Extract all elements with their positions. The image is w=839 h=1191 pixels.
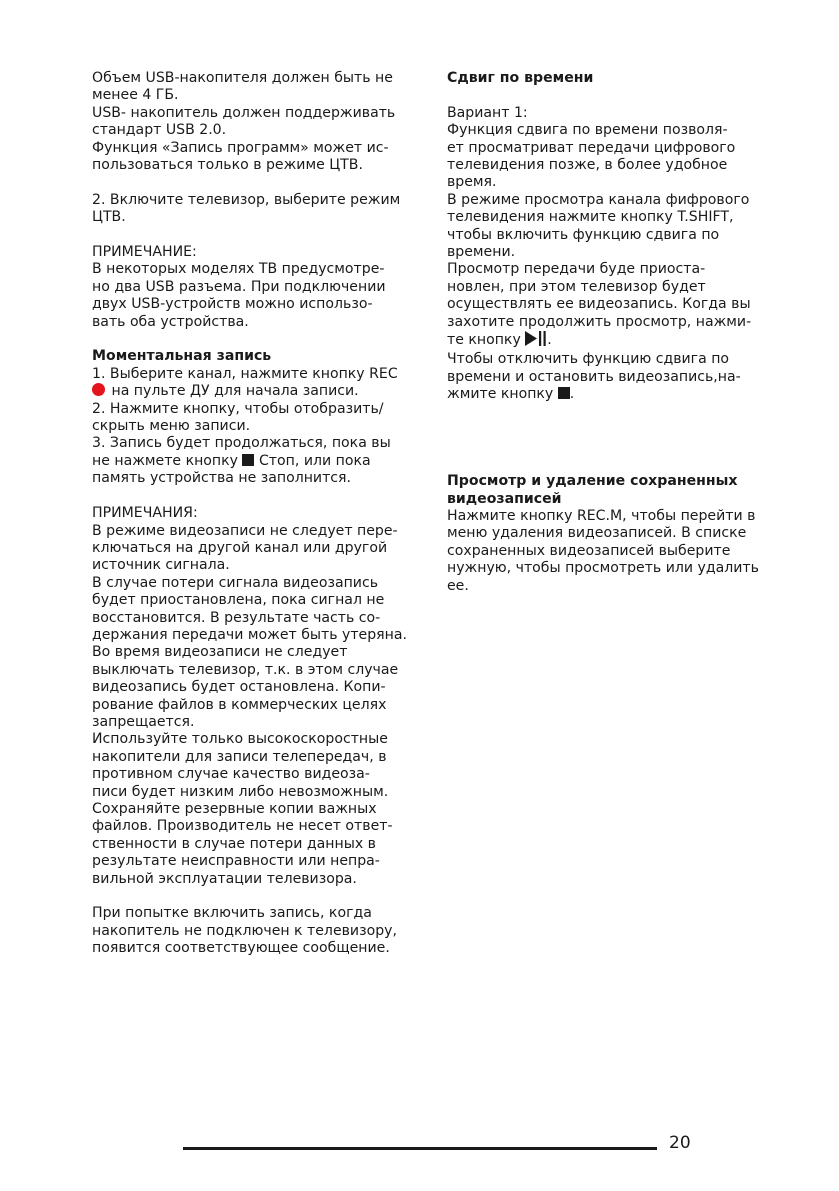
instant-record-heading: Моментальная запись: [92, 348, 272, 365]
note2-title: ПРИМЕЧАНИЯ:: [92, 505, 198, 522]
view-delete-heading: Просмотр и удаление сохраненных видеозаписей: [447, 473, 738, 507]
note1-body: В некоторых моделях ТВ предусмотре- но два USB разъема. При подключении двух USB-устройств можно использо- вать оба устройства.: [92, 261, 386, 330]
timeshift-heading: Сдвиг по времени: [447, 70, 594, 86]
instant-step-2: 2. Нажмите кнопку, чтобы отобразить/ скрыть меню записи.: [92, 400, 384, 435]
instant-step-1: [92, 366, 422, 401]
variant-heading: Вариант 1:: [447, 104, 528, 121]
footer-rule: [183, 1147, 657, 1150]
play-pause-icon: [525, 331, 547, 351]
usb-requirements: Объем USB-накопителя должен быть не менее 4 ГБ. USB- накопитель должен поддерживать стандарт USB 2.0. Функция «Запись программ» может ис- пользоваться только в режиме ЦТВ.: [92, 70, 396, 174]
timeshift-text-end: .: [547, 332, 552, 349]
note2-body: В режиме видеозаписи не следует пере- ключаться на другой канал или другой источник сигнала. В случае потери сигнала видеозапись будет приостановлена, пока сигнал не восстановится. В результате часть со- держания передачи может быть утеряна. Во время видеозаписи не следует выключать телевизор, т.к. в этом случае видеозапись будет остановлена. Копи- рование файлов в коммерческих целях запрещается. Используйте только высокоскоростные накопители для записи телепередач, в противном случае качество видеоза- писи будет низким либо невозможным. Сохраняйте резервные копии важных файлов. Производитель не несет ответ- ственности в случае потери данных в результате неисправности или непра- вильной эксплуатации телевизора.: [92, 522, 407, 887]
right-column: [447, 70, 787, 595]
timeshift-stop-end: .: [569, 386, 575, 403]
step3-text-a: 3. Запись будет продолжаться, пока вы не нажмете кнопку: [92, 435, 391, 469]
rec-dot-icon: [92, 383, 105, 396]
view-delete-body: Нажмите кнопку REC.M, чтобы перейти в меню удаления видеозаписей. В списке сохраненных видеозаписей выберите нужную, чтобы просмотреть или удалить ее.: [447, 508, 759, 594]
timeshift-text: Функция сдвига по времени позволя- ет просматриват передачи цифрового телевидения позже, в более удобное время. В режиме просмотра канала фифрового телевидения нажмите кнопку T.SHIFT, чтобы включить функцию сдвига по времени. Просмотр передачи буде приоста- новлен, при этом телевизор будет осуществлять ее видеозапись. Когда вы захотите продолжить просмотр, нажми- те кнопку: [447, 122, 752, 349]
stop-icon: [558, 387, 570, 399]
timeshift-description: [447, 122, 787, 351]
timeshift-stop-text: Чтобы отключить функцию сдвига по времени и остановить видеозапись,на- жмите кнопку: [447, 351, 741, 403]
page-number: 20: [669, 1133, 691, 1153]
step3-text-b: Стоп, или пока память устройства не заполнится.: [92, 452, 371, 487]
note1-title: ПРИМЕЧАНИЕ:: [92, 244, 197, 261]
step1-text-b: на пульте ДУ для начала записи.: [107, 383, 359, 400]
instant-step-3: [92, 435, 422, 487]
stop-icon: [242, 454, 254, 466]
timeshift-stop: [447, 351, 787, 403]
step-turn-on-tv: 2. Включите телевизор, выберите режим ЦТВ.: [92, 191, 401, 226]
no-device-message-note: При попытке включить запись, когда накопитель не подключен к телевизору, появится соответствующее сообщение.: [92, 905, 397, 957]
step1-text-a: 1. Выберите канал, нажмите кнопку REC: [92, 365, 398, 382]
left-column: [92, 70, 422, 958]
